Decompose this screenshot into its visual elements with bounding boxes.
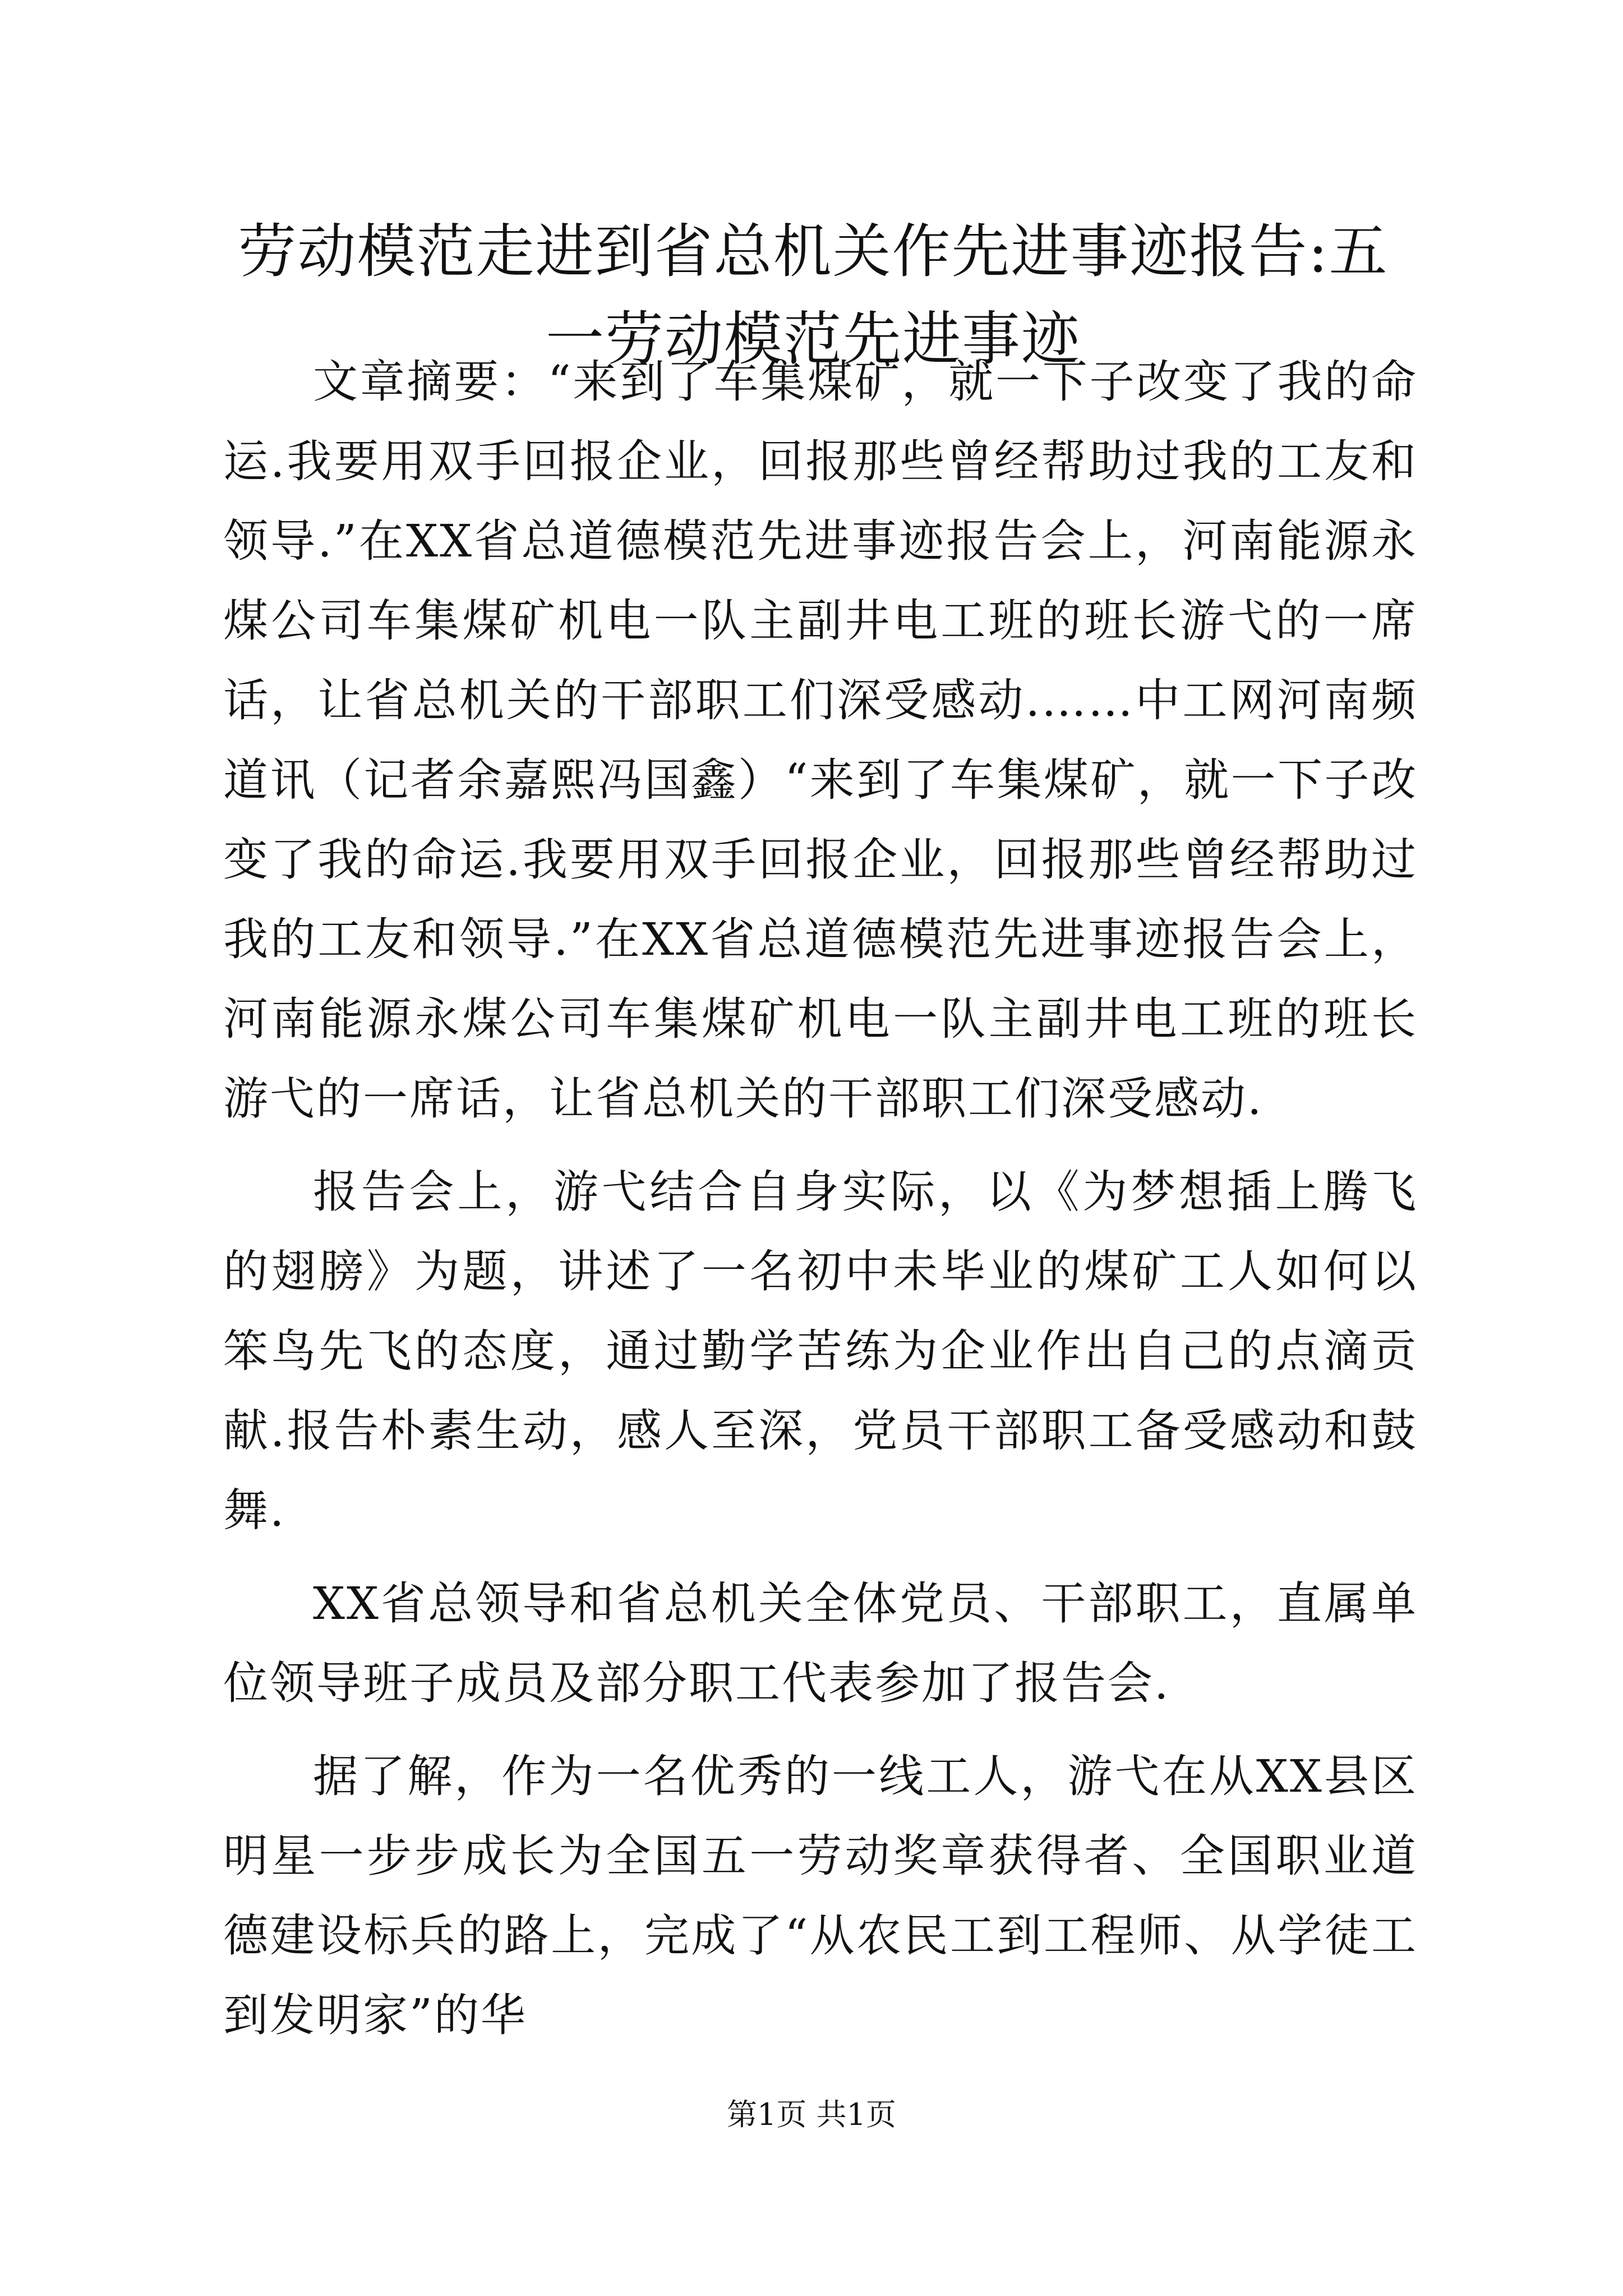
paragraph-attendees: XX省总领导和省总机关全体党员、干部职工，直属单位领导班子成员及部分职工代表参加了报告会.: [223, 1577, 1418, 1709]
paragraph-abstract: 文章摘要：“来到了车集煤矿，就一下子改变了我的命运.我要用双手回报企业，回报那些曾经帮助过我的工友和领导.”在XX省总道德模范先进事迹报告会上，河南能源永煤公司车集煤矿机电一队主副井电工班的班长游弋的一席话，让省总机关的干部职工们深受感动.……中工网河南频道讯（记者余嘉熙冯国鑫）“来到了车集煤矿，就一下子改变了我的命运.我要用双手回报企业，回报那些曾经帮助过我的工友和领导.”在XX省总道德模范先进事迹报告会上，河南能源永煤公司车集煤矿机电一队主副井电工班的班长游弋的一席话，让省总机关的干部职工们深受感动.: [223, 356, 1418, 1125]
paragraph-background: 据了解，作为一名优秀的一线工人，游弋在从XX县区明星一步步成长为全国五一劳动奖章获得者、全国职业道德建设标兵的路上，完成了“从农民工到工程师、从学徒工到发明家”的华: [223, 1750, 1418, 2041]
page-footer: 第1页 共1页: [727, 2097, 896, 2132]
page-title: 劳动模范走进到省总机关作先进事迹报告:五一劳动模范先进事迹: [238, 217, 1389, 373]
document-body: [223, 342, 1418, 2069]
paragraph-report: 报告会上，游弋结合自身实际，以《为梦想插上腾飞的翅膀》为题，讲述了一名初中未毕业的煤矿工人如何以笨鸟先飞的态度，通过勤学苦练为企业作出自己的点滴贡献.报告朴素生动，感人至深，党员干部职工备受感动和鼓舞.: [223, 1166, 1418, 1536]
